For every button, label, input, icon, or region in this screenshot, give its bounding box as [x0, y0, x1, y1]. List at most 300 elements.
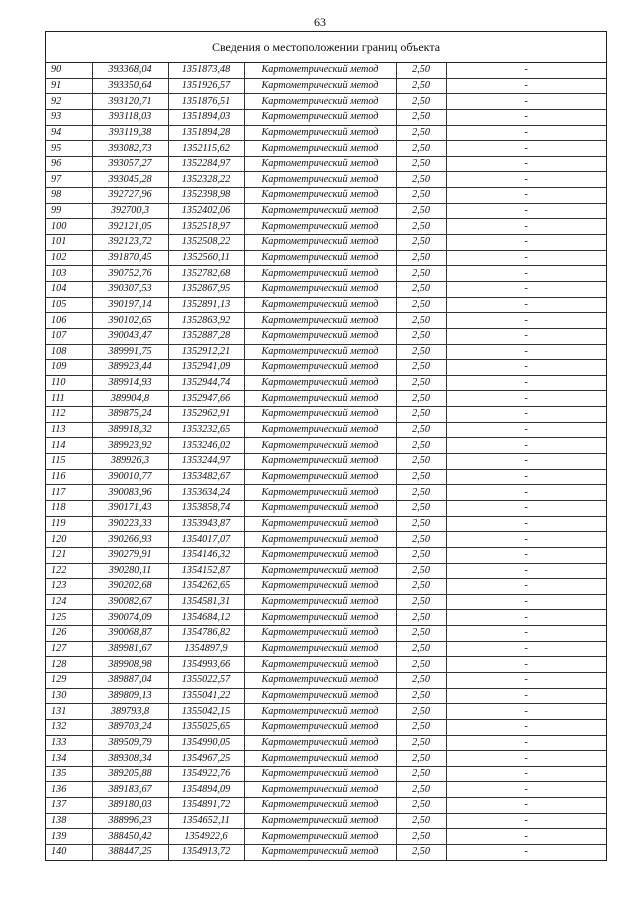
accuracy-cell: 2,50 — [396, 454, 446, 470]
accuracy-cell: 2,50 — [396, 641, 446, 657]
accuracy-cell: 2,50 — [396, 829, 446, 845]
coord-x-cell: 388450,42 — [92, 829, 168, 845]
coord-y-cell: 1351926,57 — [168, 78, 244, 94]
point-number-cell: 99 — [46, 203, 92, 219]
method-cell: Картометрический метод — [244, 704, 396, 720]
point-number-cell: 91 — [46, 78, 92, 94]
note-cell: - — [446, 266, 606, 282]
coord-x-cell: 389926,3 — [92, 454, 168, 470]
coord-x-cell: 390279,91 — [92, 547, 168, 563]
point-number-cell: 101 — [46, 235, 92, 251]
point-number-cell: 100 — [46, 219, 92, 235]
point-number-cell: 94 — [46, 125, 92, 141]
coord-y-cell: 1354897,9 — [168, 641, 244, 657]
coord-y-cell: 1351894,03 — [168, 109, 244, 125]
table-row — [46, 500, 606, 516]
coord-x-cell: 390102,65 — [92, 313, 168, 329]
point-number-cell: 124 — [46, 594, 92, 610]
coord-x-cell: 393120,71 — [92, 94, 168, 110]
accuracy-cell: 2,50 — [396, 328, 446, 344]
method-cell: Картометрический метод — [244, 94, 396, 110]
accuracy-cell: 2,50 — [396, 688, 446, 704]
table-row — [46, 156, 606, 172]
coord-y-cell: 1352560,11 — [168, 250, 244, 266]
method-cell: Картометрический метод — [244, 688, 396, 704]
method-cell: Картометрический метод — [244, 610, 396, 626]
note-cell: - — [446, 344, 606, 360]
coord-x-cell: 390266,93 — [92, 532, 168, 548]
accuracy-cell: 2,50 — [396, 125, 446, 141]
accuracy-cell: 2,50 — [396, 188, 446, 204]
note-cell: - — [446, 563, 606, 579]
point-number-cell: 115 — [46, 454, 92, 470]
coord-x-cell: 389908,98 — [92, 657, 168, 673]
note-cell: - — [446, 328, 606, 344]
method-cell: Картометрический метод — [244, 563, 396, 579]
accuracy-cell: 2,50 — [396, 235, 446, 251]
method-cell: Картометрический метод — [244, 203, 396, 219]
accuracy-cell: 2,50 — [396, 141, 446, 157]
method-cell: Картометрический метод — [244, 188, 396, 204]
table-row — [46, 78, 606, 94]
method-cell: Картометрический метод — [244, 594, 396, 610]
method-cell: Картометрический метод — [244, 109, 396, 125]
table-row — [46, 407, 606, 423]
coord-x-cell: 390043,47 — [92, 328, 168, 344]
coord-y-cell: 1352867,95 — [168, 281, 244, 297]
table-row — [46, 610, 606, 626]
coord-y-cell: 1352863,92 — [168, 313, 244, 329]
note-cell: - — [446, 641, 606, 657]
coord-x-cell: 393350,64 — [92, 78, 168, 94]
note-cell: - — [446, 500, 606, 516]
table-row — [46, 547, 606, 563]
page-number: 63 — [314, 15, 326, 29]
coord-y-cell: 1353943,87 — [168, 516, 244, 532]
point-number-cell: 128 — [46, 657, 92, 673]
note-cell: - — [446, 829, 606, 845]
note-cell: - — [446, 485, 606, 501]
note-cell: - — [446, 188, 606, 204]
accuracy-cell: 2,50 — [396, 657, 446, 673]
accuracy-cell: 2,50 — [396, 626, 446, 642]
coord-x-cell: 393045,28 — [92, 172, 168, 188]
method-cell: Картометрический метод — [244, 63, 396, 78]
note-cell: - — [446, 94, 606, 110]
point-number-cell: 92 — [46, 94, 92, 110]
table-title: Сведения о местоположении границ объекта — [46, 32, 606, 63]
note-cell: - — [446, 782, 606, 798]
point-number-cell: 98 — [46, 188, 92, 204]
point-number-cell: 135 — [46, 766, 92, 782]
coord-x-cell: 390068,87 — [92, 626, 168, 642]
method-cell: Картометрический метод — [244, 672, 396, 688]
coord-y-cell: 1353246,02 — [168, 438, 244, 454]
coord-y-cell: 1354990,05 — [168, 735, 244, 751]
coord-x-cell: 390082,67 — [92, 594, 168, 610]
accuracy-cell: 2,50 — [396, 78, 446, 94]
coord-y-cell: 1354652,11 — [168, 813, 244, 829]
coord-y-cell: 1352508,22 — [168, 235, 244, 251]
note-cell: - — [446, 798, 606, 814]
point-number-cell: 127 — [46, 641, 92, 657]
accuracy-cell: 2,50 — [396, 172, 446, 188]
accuracy-cell: 2,50 — [396, 407, 446, 423]
accuracy-cell: 2,50 — [396, 94, 446, 110]
table-row — [46, 266, 606, 282]
table-row — [46, 704, 606, 720]
note-cell: - — [446, 751, 606, 767]
accuracy-cell: 2,50 — [396, 719, 446, 735]
point-number-cell: 130 — [46, 688, 92, 704]
coord-x-cell: 389793,8 — [92, 704, 168, 720]
point-number-cell: 111 — [46, 391, 92, 407]
coord-x-cell: 389923,44 — [92, 360, 168, 376]
accuracy-cell: 2,50 — [396, 156, 446, 172]
coord-y-cell: 1352941,09 — [168, 360, 244, 376]
point-number-cell: 103 — [46, 266, 92, 282]
coord-x-cell: 389887,04 — [92, 672, 168, 688]
accuracy-cell: 2,50 — [396, 266, 446, 282]
coord-x-cell: 392727,96 — [92, 188, 168, 204]
method-cell: Картометрический метод — [244, 156, 396, 172]
method-cell: Картометрический метод — [244, 422, 396, 438]
coord-x-cell: 392123,72 — [92, 235, 168, 251]
note-cell: - — [446, 63, 606, 78]
coord-y-cell: 1354152,87 — [168, 563, 244, 579]
note-cell: - — [446, 203, 606, 219]
point-number-cell: 117 — [46, 485, 92, 501]
point-number-cell: 137 — [46, 798, 92, 814]
table-row — [46, 454, 606, 470]
note-cell: - — [446, 579, 606, 595]
table-row — [46, 766, 606, 782]
note-cell: - — [446, 610, 606, 626]
coord-x-cell: 390307,53 — [92, 281, 168, 297]
table-row — [46, 798, 606, 814]
method-cell: Картометрический метод — [244, 782, 396, 798]
accuracy-cell: 2,50 — [396, 281, 446, 297]
coord-x-cell: 391870,45 — [92, 250, 168, 266]
accuracy-cell: 2,50 — [396, 563, 446, 579]
point-number-cell: 129 — [46, 672, 92, 688]
coord-y-cell: 1352115,62 — [168, 141, 244, 157]
note-cell: - — [446, 391, 606, 407]
method-cell: Картометрический метод — [244, 297, 396, 313]
point-number-cell: 90 — [46, 63, 92, 78]
table-row — [46, 845, 606, 860]
note-cell: - — [446, 704, 606, 720]
accuracy-cell: 2,50 — [396, 313, 446, 329]
coord-x-cell: 389991,75 — [92, 344, 168, 360]
method-cell: Картометрический метод — [244, 360, 396, 376]
accuracy-cell: 2,50 — [396, 344, 446, 360]
table-row — [46, 829, 606, 845]
note-cell: - — [446, 219, 606, 235]
coord-y-cell: 1354017,07 — [168, 532, 244, 548]
table-row — [46, 438, 606, 454]
coord-x-cell: 393057,27 — [92, 156, 168, 172]
accuracy-cell: 2,50 — [396, 469, 446, 485]
coord-y-cell: 1354993,66 — [168, 657, 244, 673]
method-cell: Картометрический метод — [244, 281, 396, 297]
table-row — [46, 641, 606, 657]
coord-y-cell: 1352518,97 — [168, 219, 244, 235]
accuracy-cell: 2,50 — [396, 109, 446, 125]
coord-x-cell: 393118,03 — [92, 109, 168, 125]
note-cell: - — [446, 516, 606, 532]
note-cell: - — [446, 281, 606, 297]
table-row — [46, 328, 606, 344]
point-number-cell: 140 — [46, 845, 92, 860]
point-number-cell: 132 — [46, 719, 92, 735]
coord-y-cell: 1352947,66 — [168, 391, 244, 407]
method-cell: Картометрический метод — [244, 626, 396, 642]
note-cell: - — [446, 125, 606, 141]
note-cell: - — [446, 532, 606, 548]
coord-y-cell: 1351894,28 — [168, 125, 244, 141]
coord-x-cell: 393119,38 — [92, 125, 168, 141]
note-cell: - — [446, 594, 606, 610]
table-row — [46, 751, 606, 767]
point-number-cell: 119 — [46, 516, 92, 532]
accuracy-cell: 2,50 — [396, 438, 446, 454]
table-row — [46, 203, 606, 219]
method-cell: Картометрический метод — [244, 391, 396, 407]
accuracy-cell: 2,50 — [396, 672, 446, 688]
table-row — [46, 719, 606, 735]
coord-x-cell: 392121,05 — [92, 219, 168, 235]
note-cell: - — [446, 469, 606, 485]
accuracy-cell: 2,50 — [396, 594, 446, 610]
accuracy-cell: 2,50 — [396, 845, 446, 860]
point-number-cell: 136 — [46, 782, 92, 798]
table-row — [46, 532, 606, 548]
coord-y-cell: 1351876,51 — [168, 94, 244, 110]
coord-y-cell: 1354967,25 — [168, 751, 244, 767]
note-cell: - — [446, 109, 606, 125]
point-number-cell: 105 — [46, 297, 92, 313]
table-row — [46, 141, 606, 157]
table-row — [46, 735, 606, 751]
table-row — [46, 125, 606, 141]
coord-y-cell: 1352402,06 — [168, 203, 244, 219]
point-number-cell: 109 — [46, 360, 92, 376]
method-cell: Картометрический метод — [244, 235, 396, 251]
accuracy-cell: 2,50 — [396, 516, 446, 532]
coord-x-cell: 389703,24 — [92, 719, 168, 735]
point-number-cell: 125 — [46, 610, 92, 626]
point-number-cell: 123 — [46, 579, 92, 595]
coord-x-cell: 390280,11 — [92, 563, 168, 579]
method-cell: Картометрический метод — [244, 266, 396, 282]
note-cell: - — [446, 375, 606, 391]
note-cell: - — [446, 360, 606, 376]
method-cell: Картометрический метод — [244, 735, 396, 751]
table-row — [46, 563, 606, 579]
coord-x-cell: 390202,68 — [92, 579, 168, 595]
coord-y-cell: 1352912,21 — [168, 344, 244, 360]
coord-y-cell: 1355025,65 — [168, 719, 244, 735]
point-number-cell: 114 — [46, 438, 92, 454]
coord-x-cell: 389904,8 — [92, 391, 168, 407]
method-cell: Картометрический метод — [244, 313, 396, 329]
point-number-cell: 118 — [46, 500, 92, 516]
method-cell: Картометрический метод — [244, 798, 396, 814]
note-cell: - — [446, 422, 606, 438]
method-cell: Картометрический метод — [244, 845, 396, 860]
accuracy-cell: 2,50 — [396, 610, 446, 626]
point-number-cell: 133 — [46, 735, 92, 751]
coord-y-cell: 1353482,67 — [168, 469, 244, 485]
coord-y-cell: 1353858,74 — [168, 500, 244, 516]
coord-x-cell: 389180,03 — [92, 798, 168, 814]
coord-x-cell: 389923,92 — [92, 438, 168, 454]
table-row — [46, 235, 606, 251]
coord-x-cell: 389914,93 — [92, 375, 168, 391]
table-row — [46, 813, 606, 829]
table-row — [46, 579, 606, 595]
table-row — [46, 422, 606, 438]
method-cell: Картометрический метод — [244, 751, 396, 767]
point-number-cell: 107 — [46, 328, 92, 344]
method-cell: Картометрический метод — [244, 469, 396, 485]
note-cell: - — [446, 172, 606, 188]
coord-y-cell: 1354894,09 — [168, 782, 244, 798]
method-cell: Картометрический метод — [244, 250, 396, 266]
coordinates-table-body — [46, 63, 606, 860]
table-row — [46, 297, 606, 313]
coord-y-cell: 1352887,28 — [168, 328, 244, 344]
coord-y-cell: 1352962,91 — [168, 407, 244, 423]
note-cell: - — [446, 141, 606, 157]
point-number-cell: 96 — [46, 156, 92, 172]
accuracy-cell: 2,50 — [396, 360, 446, 376]
method-cell: Картометрический метод — [244, 344, 396, 360]
method-cell: Картометрический метод — [244, 485, 396, 501]
table-row — [46, 313, 606, 329]
coord-y-cell: 1354581,31 — [168, 594, 244, 610]
point-number-cell: 113 — [46, 422, 92, 438]
accuracy-cell: 2,50 — [396, 422, 446, 438]
point-number-cell: 120 — [46, 532, 92, 548]
point-number-cell: 112 — [46, 407, 92, 423]
table-row — [46, 281, 606, 297]
table-row — [46, 109, 606, 125]
point-number-cell: 97 — [46, 172, 92, 188]
note-cell: - — [446, 235, 606, 251]
point-number-cell: 102 — [46, 250, 92, 266]
table-row — [46, 626, 606, 642]
point-number-cell: 104 — [46, 281, 92, 297]
note-cell: - — [446, 735, 606, 751]
coord-y-cell: 1353634,24 — [168, 485, 244, 501]
note-cell: - — [446, 657, 606, 673]
point-number-cell: 139 — [46, 829, 92, 845]
note-cell: - — [446, 78, 606, 94]
table-row — [46, 172, 606, 188]
coord-y-cell: 1355041,22 — [168, 688, 244, 704]
table-row — [46, 469, 606, 485]
note-cell: - — [446, 766, 606, 782]
method-cell: Картометрический метод — [244, 532, 396, 548]
method-cell: Картометрический метод — [244, 813, 396, 829]
coord-x-cell: 389205,88 — [92, 766, 168, 782]
table-row — [46, 250, 606, 266]
coord-y-cell: 1352782,68 — [168, 266, 244, 282]
note-cell: - — [446, 845, 606, 860]
method-cell: Картометрический метод — [244, 516, 396, 532]
coord-y-cell: 1354891,72 — [168, 798, 244, 814]
method-cell: Картометрический метод — [244, 641, 396, 657]
coord-y-cell: 1353244,97 — [168, 454, 244, 470]
point-number-cell: 131 — [46, 704, 92, 720]
point-number-cell: 126 — [46, 626, 92, 642]
point-number-cell: 122 — [46, 563, 92, 579]
coordinates-table — [46, 63, 606, 860]
point-number-cell: 95 — [46, 141, 92, 157]
method-cell: Картометрический метод — [244, 719, 396, 735]
coord-x-cell: 393368,04 — [92, 63, 168, 78]
coord-x-cell: 389981,67 — [92, 641, 168, 657]
accuracy-cell: 2,50 — [396, 203, 446, 219]
coord-x-cell: 393082,73 — [92, 141, 168, 157]
coord-y-cell: 1354913,72 — [168, 845, 244, 860]
table-row — [46, 188, 606, 204]
accuracy-cell: 2,50 — [396, 579, 446, 595]
method-cell: Картометрический метод — [244, 172, 396, 188]
accuracy-cell: 2,50 — [396, 63, 446, 78]
table-row — [46, 516, 606, 532]
point-number-cell: 121 — [46, 547, 92, 563]
point-number-cell: 93 — [46, 109, 92, 125]
point-number-cell: 134 — [46, 751, 92, 767]
coord-y-cell: 1354146,32 — [168, 547, 244, 563]
accuracy-cell: 2,50 — [396, 391, 446, 407]
note-cell: - — [446, 313, 606, 329]
accuracy-cell: 2,50 — [396, 547, 446, 563]
note-cell: - — [446, 672, 606, 688]
coord-y-cell: 1353232,65 — [168, 422, 244, 438]
point-number-cell: 108 — [46, 344, 92, 360]
table-row — [46, 375, 606, 391]
accuracy-cell: 2,50 — [396, 751, 446, 767]
accuracy-cell: 2,50 — [396, 766, 446, 782]
coord-y-cell: 1352398,98 — [168, 188, 244, 204]
note-cell: - — [446, 626, 606, 642]
point-number-cell: 138 — [46, 813, 92, 829]
accuracy-cell: 2,50 — [396, 297, 446, 313]
table-row — [46, 782, 606, 798]
coord-x-cell: 388447,25 — [92, 845, 168, 860]
accuracy-cell: 2,50 — [396, 735, 446, 751]
note-cell: - — [446, 688, 606, 704]
note-cell: - — [446, 156, 606, 172]
accuracy-cell: 2,50 — [396, 782, 446, 798]
coord-y-cell: 1354684,12 — [168, 610, 244, 626]
coord-x-cell: 389875,24 — [92, 407, 168, 423]
method-cell: Картометрический метод — [244, 500, 396, 516]
point-number-cell: 116 — [46, 469, 92, 485]
method-cell: Картометрический метод — [244, 328, 396, 344]
accuracy-cell: 2,50 — [396, 798, 446, 814]
coord-x-cell: 390223,33 — [92, 516, 168, 532]
note-cell: - — [446, 454, 606, 470]
coord-x-cell: 389308,34 — [92, 751, 168, 767]
table-row — [46, 360, 606, 376]
method-cell: Картометрический метод — [244, 219, 396, 235]
table-row — [46, 485, 606, 501]
